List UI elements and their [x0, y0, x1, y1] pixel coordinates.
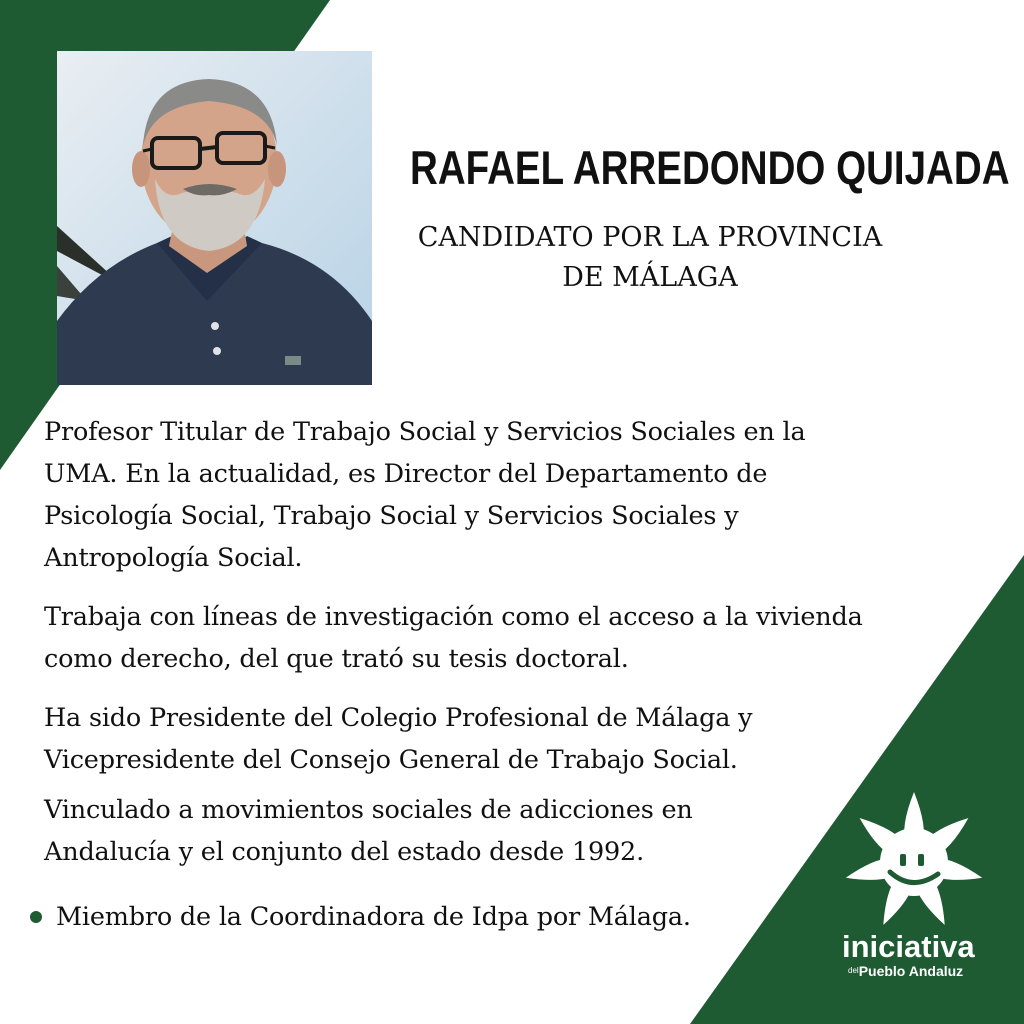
bullet-text: Miembro de la Coordinadora de Idpa por Málaga. — [56, 902, 691, 932]
bio-line: Antropología Social. — [44, 543, 303, 573]
bio-line: Vinculado a movimientos sociales de adicciones en — [44, 795, 693, 825]
bio-paragraph-3 — [44, 697, 954, 781]
subtitle-line-2: DE MÁLAGA — [562, 262, 738, 293]
bio-line: Vicepresidente del Consejo General de Trabajo Social. — [44, 745, 738, 775]
logo-wordmark — [842, 930, 992, 978]
logo-main-text: iniciativa — [842, 929, 975, 964]
bio-paragraph-1 — [44, 411, 884, 579]
bio-line: Andalucía y el conjunto del estado desde 1992. — [44, 837, 644, 867]
candidate-photo — [57, 51, 372, 385]
logo-small-text: del — [848, 966, 859, 975]
bio-line: Profesor Titular de Trabajo Social y Servicios Sociales en la — [44, 417, 806, 447]
bio-paragraph-2 — [44, 596, 954, 680]
logo-subtitle — [848, 964, 992, 978]
bullet-dot-icon — [30, 911, 42, 923]
bio-line: Psicología Social, Trabajo Social y Servicios Sociales y — [44, 501, 739, 531]
bio-line: como derecho, del que trató su tesis doctoral. — [44, 644, 629, 674]
bio-line: UMA. En la actualidad, es Director del Departamento de — [44, 459, 768, 489]
bio-line: Ha sido Presidente del Colegio Profesional de Málaga y — [44, 703, 753, 733]
bio-paragraph-4 — [44, 789, 954, 873]
bio-line: Trabaja con líneas de investigación como el acceso a la vivienda — [44, 602, 863, 632]
subtitle-line-1: CANDIDATO POR LA PROVINCIA — [417, 222, 883, 253]
bullet-item — [30, 902, 691, 932]
candidate-name: RAFAEL ARREDONDO QUIJADA — [410, 141, 1010, 194]
candidate-subtitle — [395, 218, 905, 298]
logo-sub-text: Pueblo Andaluz — [858, 963, 964, 979]
